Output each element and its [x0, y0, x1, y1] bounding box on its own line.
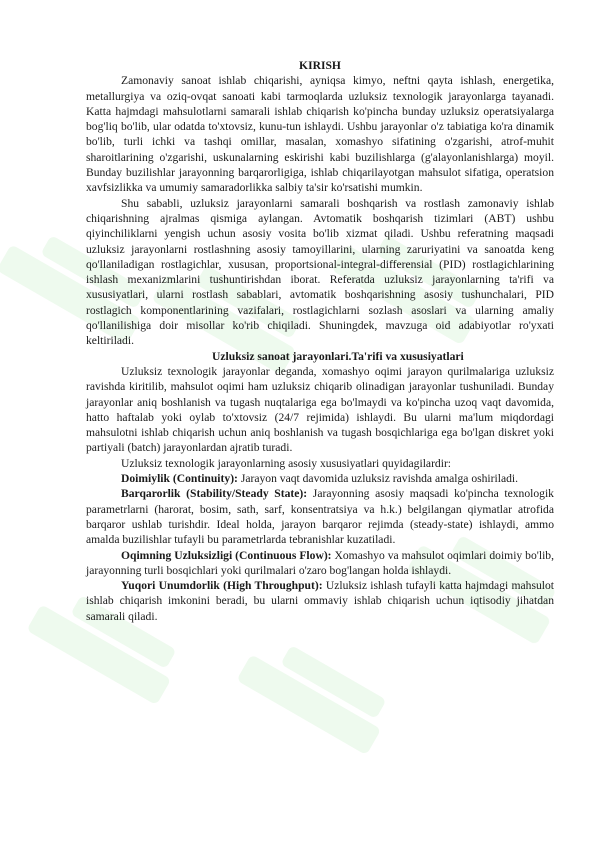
- feature-text: Xomashyo va mahsulot oqimlari doimiy bo'lib, jarayonning turli bosqichlari yoki qurilmalari o'zaro bog'langan holda ishlaydi.: [86, 548, 554, 577]
- feature-item: [86, 471, 554, 486]
- feature-term: Doimiylik (Continuity):: [121, 472, 238, 486]
- feature-item: [86, 578, 554, 624]
- list-intro: Uzluksiz texnologik jarayonlarning asosiy xususiyatlari quyidagilardir:: [121, 456, 452, 470]
- section-paragraph: Uzluksiz texnologik jarayonlar deganda, xomashyo oqimi jarayon qurilmalariga uzluksiz ravishda kiritilib, mahsulot oqimi ham uzluksiz chiqarib olinadigan jarayonlar tushuniladi. Bunday jarayonlar aniq boshlanish va tugash nuqtalariga ega bo'lmaydi va ko'pincha uzoq vaqt davomida, hatto haftalab yoki oylab to'xtovsiz (24/7 rejimida) ishlaydi. Bu ularni ma'lum miqdordagi mahsulotni ishlab chiqarish uchun aniq boshlanish va tugash bosqichlariga ega bo'lgan diskret yoki partiyali (batch) jarayonlardan ajratib turadi.: [86, 364, 554, 455]
- feature-term: Oqimning Uzluksizligi (Continuous Flow):: [121, 548, 332, 562]
- feature-text: Jarayon vaqt davomida uzluksiz ravishda amalga oshiriladi.: [237, 472, 519, 486]
- document-page: [86, 58, 554, 624]
- feature-term: Yuqori Unumdorlik (High Throughput):: [121, 579, 323, 593]
- feature-item: [86, 486, 554, 547]
- feature-text: Jarayonning asosiy maqsadi ko'pincha texnologik parametrlarni (harorat, bosim, sath, sarf, konsentratsiya va h.k.) belgilangan qiymatlar atrofida barqaror ushlab turishdir. Ideal holda, jarayon barqaror rejimda (steady-state) ishlaydi, ammo amalda buzilishlar tufayli bu parametrlarda tebranishlar kuzatiladi.: [86, 487, 554, 547]
- feature-term: Barqarorlik (Stability/Steady State):: [121, 487, 308, 501]
- feature-text: Uzluksiz ishlash tufayli katta hajmdagi mahsulot ishlab chiqarish imkonini beradi, bu ularni ommaviy ishlab chiqarish uchun iqtisodiy jihatdan samarali qiladi.: [86, 579, 554, 623]
- intro-paragraph-2: Shu sababli, uzluksiz jarayonlarni samarali boshqarish va rostlash zamonaviy ishlab chiqarishning ajralmas qismiga aylangan. Avtomatik boshqarish tizimlari (ABT) ushbu qiyinchiliklarni yengish uchun asosiy vosita bo'lib xizmat qiladi. Ushbu referatning maqsadi uzluksiz jarayonlarni rostlashning asosiy tamoyillarini, ularning zaruriyatini va sanoatda keng qo'llaniladigan rostlagichlar, xususan, proportsional-integral-differensial (PID) rostlagichlarining ishlash mexanizmlarini tushuntirishdan iborat. Referatda uzluksiz jarayonlarning ta'rifi va xususiyatlari, ularni rostlash sabablari, avtomatik boshqarishning asosiy tushunchalari, PID rostlagich komponentlarining vazifalari, rostlagichlarni sozlash asoslari va ularning amaliy qo'llanilishiga doir misollar ko'rib chiqiladi. Shuningdek, mavzuga oid adabiyotlar ro'yxati keltiriladi.: [86, 196, 554, 348]
- intro-paragraph-1: Zamonaviy sanoat ishlab chiqarishi, ayniqsa kimyo, neftni qayta ishlash, energetika, metallurgiya va oziq-ovqat sanoati kabi tarmoqlarda uzluksiz texnologik jarayonlarga tayanadi. Katta hajmdagi mahsulotlarni samarali ishlab chiqarish ko'pincha bunday uzluksiz operatsiyalarga bog'liq bo'lib, ular odatda to'xtovsiz, kunu-tun ishlaydi. Ushbu jarayonlar o'z tabiatiga ko'ra dinamik bo'lib, turli ichki va tashqi omillar, masalan, xomashyo sifatining o'zgarishi, atrof-muhit sharoitlarining o'zgarishi, uskunalarning eskirishi kabi buzilishlarga (g'alayonlanishlarga) moyil. Bunday buzilishlar jarayonning barqarorligiga, ishlab chiqarilayotgan mahsulot sifatiga, operatsion xavfsizlikka va umumiy samaradorlikka salbiy ta'sir ko'rsatishi mumkin.: [86, 74, 554, 195]
- section-heading: Uzluksiz sanoat jarayonlari.Ta'rifi va xususiyatlari: [212, 349, 464, 363]
- document-title: KIRISH: [299, 59, 341, 72]
- feature-item: [86, 548, 554, 579]
